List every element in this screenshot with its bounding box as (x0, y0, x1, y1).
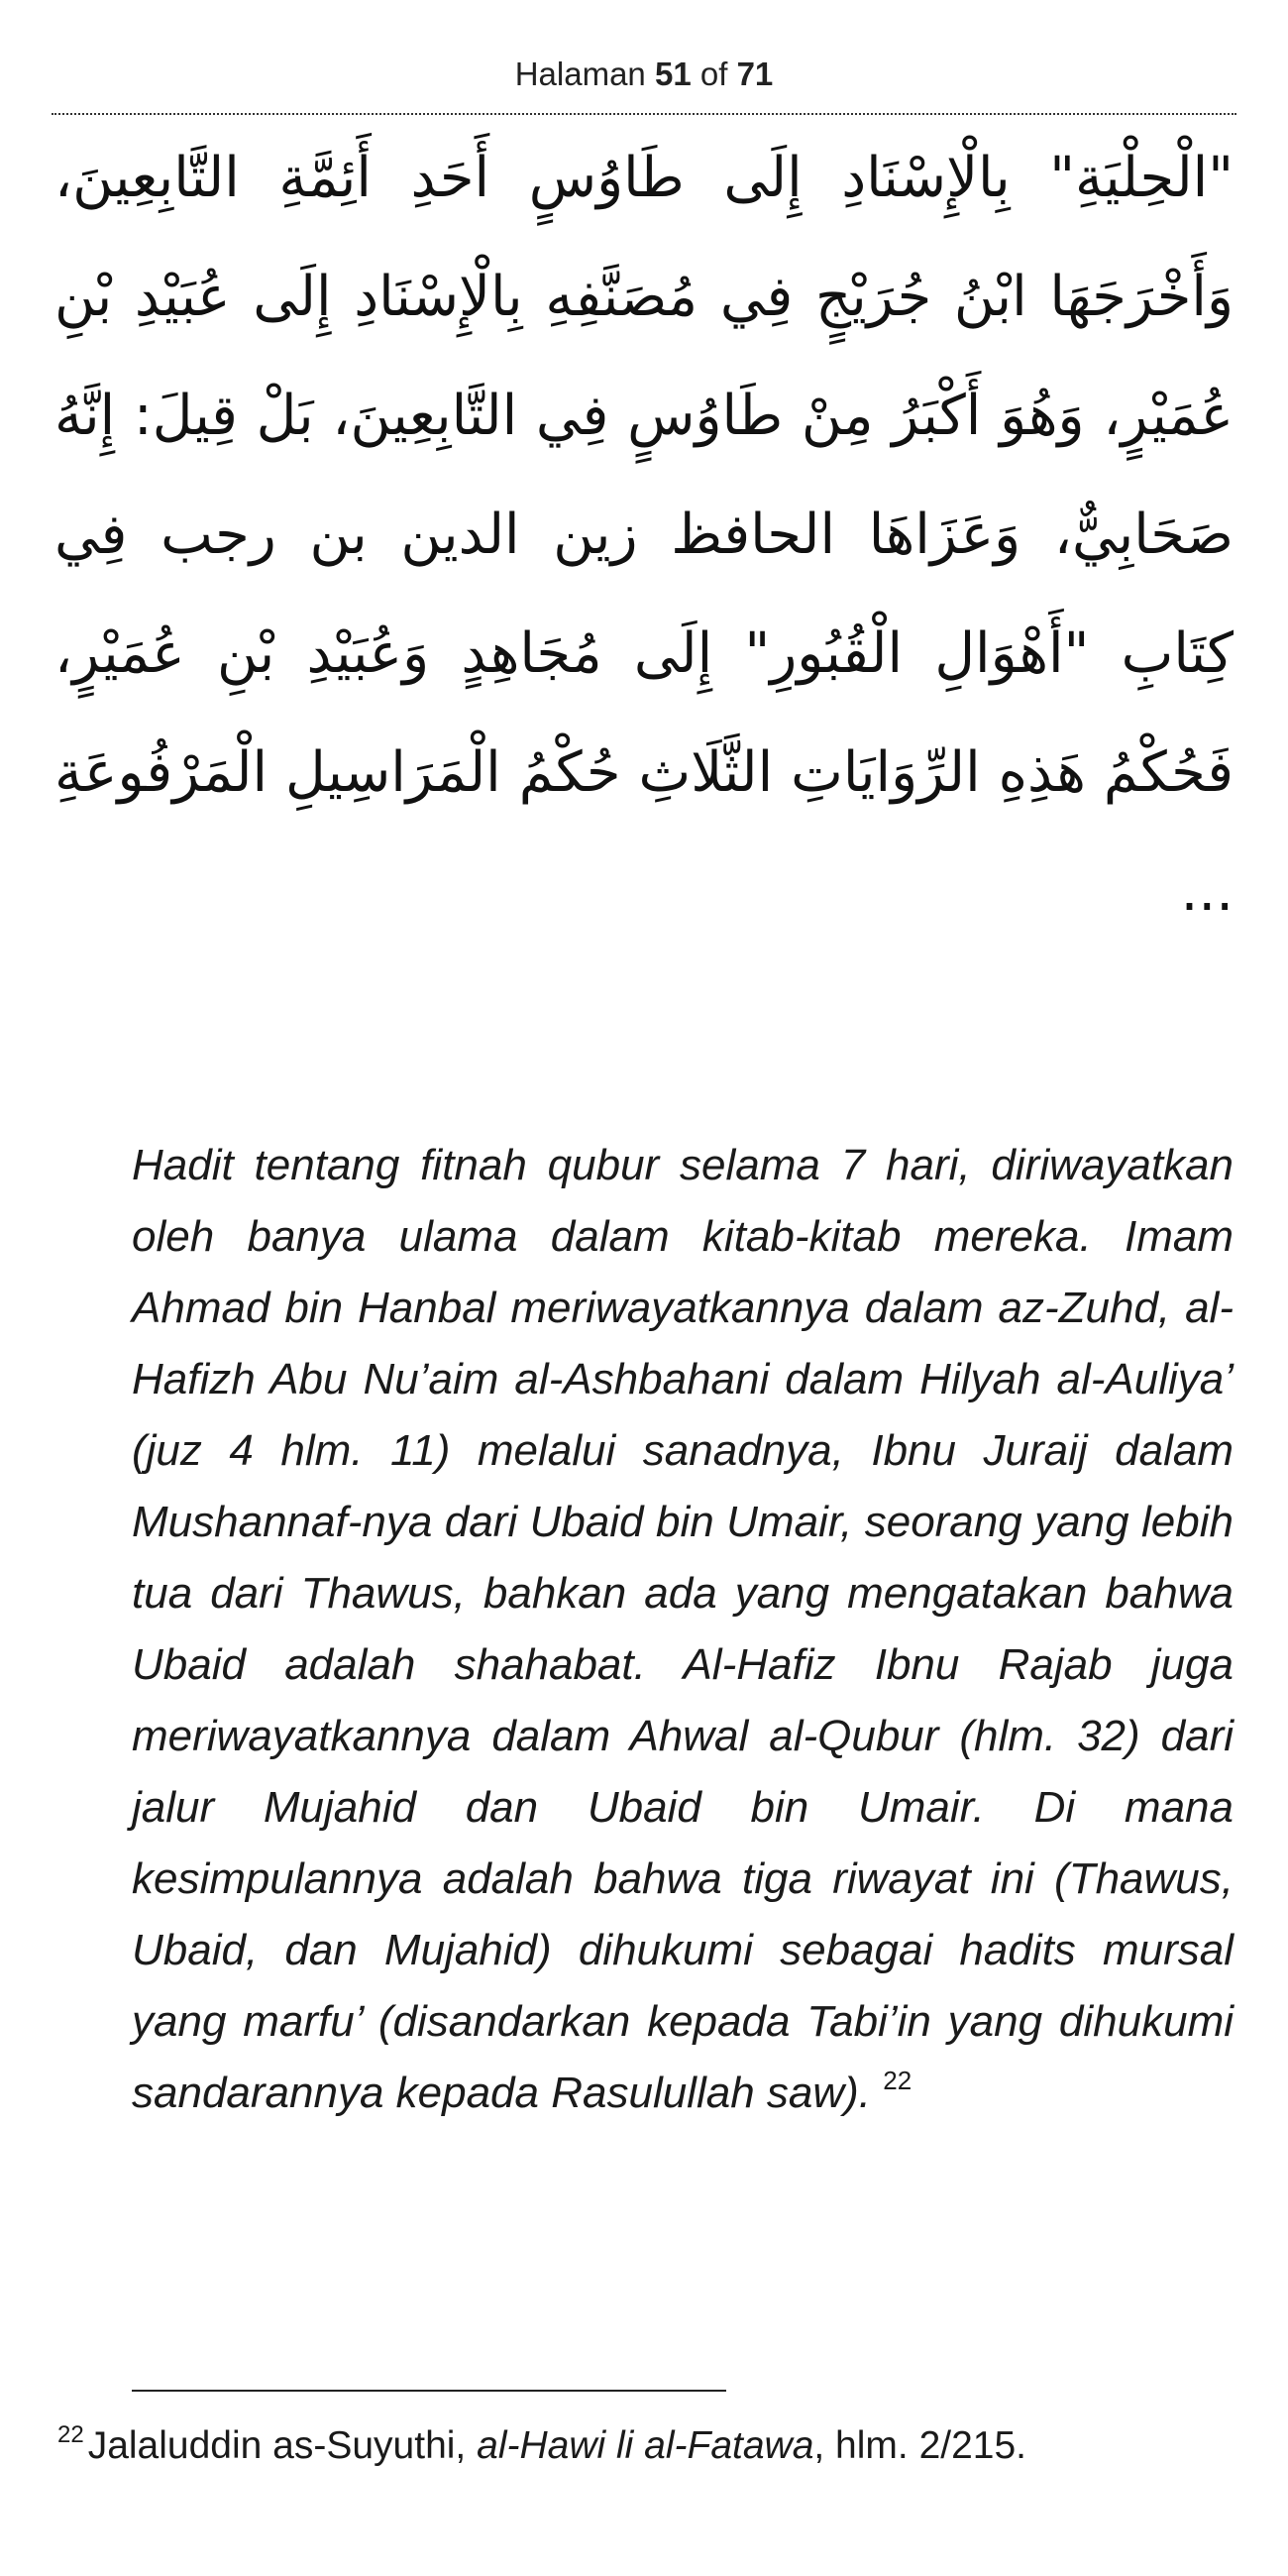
translation-block (132, 1130, 1234, 2129)
translation-text: Hadit tentang fitnah qubur selama 7 hari, diriwayatkan oleh banya ulama dalam kitab-kitab mereka. Imam Ahmad bin Hanbal meriwayatkannya dalam az-Zuhd, al-Hafizh Abu Nu’aim al-Ashbahani dalam Hilyah al-Auliya’ (juz 4 hlm. 11) melalui sanadnya, Ibnu Juraij dalam Mushannaf-nya dari Ubaid bin Umair, seorang yang lebih tua dari Thawus, bahkan ada yang mengatakan bahwa Ubaid adalah shahabat. Al-Hafiz Ibnu Rajab juga meriwayatkannya dalam Ahwal al-Qubur (hlm. 32) dari jalur Mujahid dan Ubaid bin Umair. Di mana kesimpulannya adalah bahwa tiga riwayat ini (Thawus, Ubaid, dan Mujahid) dihukumi sebagai hadits mursal yang marfu’ (disandarkan kepada Tabi’in yang dihukumi sandarannya kepada Rasulullah saw). (132, 1141, 1234, 2117)
page-header (52, 57, 1236, 90)
header-prefix: Halaman (514, 56, 646, 92)
footnote-number: 22 (57, 2421, 84, 2448)
translation-paragraph (132, 1130, 1234, 2129)
footnote-author: Jalaluddin as-Suyuthi, (87, 2424, 467, 2467)
total-pages-number: 71 (736, 56, 774, 92)
arabic-text-block (54, 119, 1234, 952)
header-separator: of (699, 56, 728, 92)
footnote-reference[interactable]: 22 (883, 2066, 912, 2095)
arabic-paragraph: "الْحِلْيَةِ" بِالْإِسْنَادِ إِلَى طَاوُسٍ أَحَدِ أَئِمَّةِ التَّابِعِينَ، وَأَخْرَجَهَا ابْنُ جُرَيْجٍ فِي مُصَنَّفِهِ بِالْإِسْنَادِ إِلَى عُبَيْدِ بْنِ عُمَيْرٍ، وَهُوَ أَكْبَرُ مِنْ طَاوُسٍ فِي التَّابِعِينَ، بَلْ قِيلَ: إِنَّهُ صَحَابِيٌّ، وَعَزَاهَا الحافظ زين الدين بن رجب فِي كِتَابِ "أَهْوَالِ الْقُبُورِ" إِلَى مُجَاهِدٍ وَعُبَيْدِ بْنِ عُمَيْرٍ، فَحُكْمُ هَذِهِ الرِّوَايَاتِ الثَّلَاثِ حُكْمُ الْمَرَاسِيلِ الْمَرْفُوعَةِ ... (54, 146, 1234, 924)
header-divider (52, 113, 1236, 115)
footnote (57, 2418, 1236, 2474)
footnote-divider (132, 2390, 726, 2392)
footnote-page-ref: , hlm. 2/215. (813, 2424, 1027, 2467)
current-page-number: 51 (654, 56, 692, 92)
footnote-book-title: al-Hawi li al-Fatawa (477, 2424, 814, 2467)
